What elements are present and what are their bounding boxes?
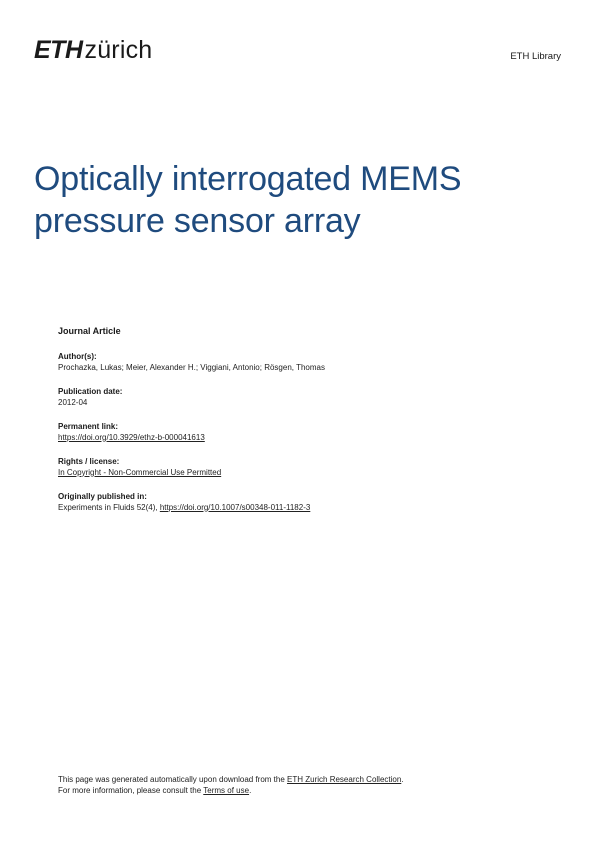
permanent-link-label: Permanent link: — [58, 422, 119, 431]
eth-zurich-logo — [34, 37, 152, 63]
authors-value: Prochazka, Lukas; Meier, Alexander H.; Viggiani, Antonio; Rösgen, Thomas — [58, 362, 325, 372]
title-line-2: pressure sensor array — [34, 202, 361, 240]
permanent-link-field — [58, 422, 538, 443]
footer-line-2-suffix: . — [249, 785, 252, 795]
footer-line-1-prefix: This page was generated automatically upon download from the — [58, 775, 288, 784]
publication-date-label: Publication date: — [58, 387, 123, 396]
rights-link[interactable]: In Copyright - Non-Commercial Use Permitted — [58, 467, 222, 477]
logo-eth-text: ETH — [34, 36, 83, 64]
footer-line-1 — [58, 775, 538, 786]
research-collection-link[interactable]: ETH Zurich Research Collection — [287, 775, 402, 784]
terms-of-use-link[interactable]: Terms of use — [203, 785, 250, 795]
document-title — [34, 158, 554, 242]
document-type: Journal Article — [58, 326, 121, 336]
publication-date-value: 2012-04 — [58, 397, 88, 407]
authors-label: Author(s): — [58, 352, 97, 361]
originally-published-field — [58, 492, 538, 513]
logo-zurich-text: zürich — [84, 36, 153, 64]
rights-label: Rights / license: — [58, 457, 120, 466]
publication-date-field — [58, 387, 538, 408]
permanent-link[interactable]: https://doi.org/10.3929/ethz-b-000041613 — [58, 432, 205, 442]
rights-value — [58, 468, 538, 479]
footer-line-2-prefix: For more information, please consult the — [58, 785, 204, 795]
permanent-link-value — [58, 433, 538, 444]
originally-published-value — [58, 503, 538, 514]
journal-citation: Experiments in Fluids 52(4), — [58, 502, 160, 512]
authors-field — [58, 352, 538, 373]
footer-notice — [58, 775, 538, 796]
footer-line-2 — [58, 786, 538, 797]
title-line-1: Optically interrogated MEMS — [34, 160, 462, 198]
originally-published-label: Originally published in: — [58, 492, 147, 501]
metadata-block — [58, 326, 538, 527]
footer-line-1-suffix: . — [401, 775, 404, 784]
rights-field — [58, 457, 538, 478]
eth-library-label: ETH Library — [510, 51, 561, 62]
journal-doi-link[interactable]: https://doi.org/10.1007/s00348-011-1182-3 — [159, 502, 311, 512]
